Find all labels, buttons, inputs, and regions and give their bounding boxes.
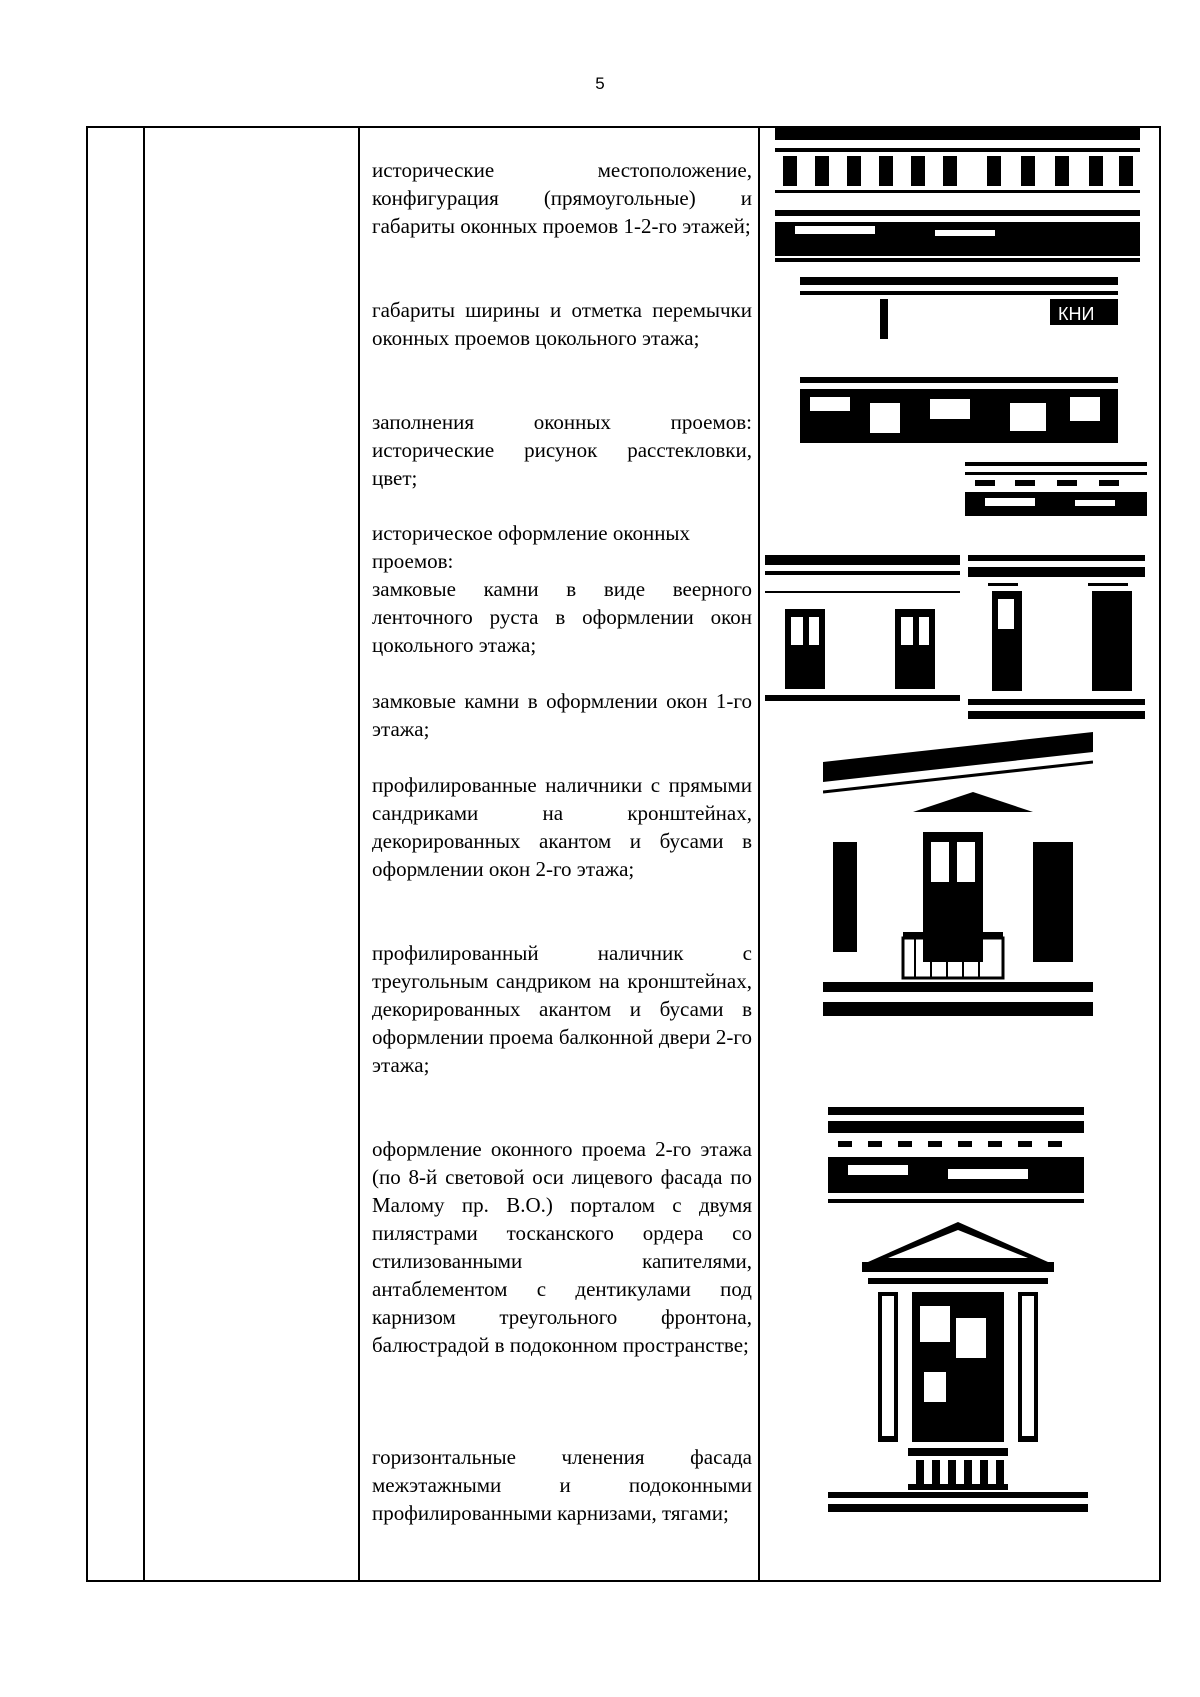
description-paragraph: профилированные наличники с прямыми сандриками на кронштейнах, декорированных акантом и бусами в оформлении окон 2-го этажа; <box>372 773 752 881</box>
facade-photo-cornice <box>828 1107 1084 1207</box>
description-paragraph: габариты ширины и отметка перемычки оконных проемов цокольного этажа; <box>372 298 752 350</box>
description-paragraph: исторические местоположение, конфигурация (прямоугольные) и габариты оконных проемов 1-2-го этажей; <box>372 158 752 238</box>
description-paragraph: замковые камни в оформлении окон 1-го этажа; <box>372 689 752 741</box>
table-column-divider-2 <box>358 128 360 1580</box>
facade-photo-balcony <box>823 732 1093 1024</box>
description-paragraph: горизонтальные членения фасада межэтажными и подоконными профилированными карнизами, тягами; <box>372 1445 752 1525</box>
page-number: 5 <box>595 74 605 93</box>
facade-photo-portal <box>828 1222 1088 1515</box>
facade-photo-windows-row <box>775 126 1140 262</box>
facade-photo-basement-keystones <box>765 555 960 705</box>
description-paragraph: заполнения оконных проемов: исторические рисунок расстекловки, цвет; <box>372 410 752 490</box>
description-paragraph: профилированный наличник с треугольным сандриком на кронштейнах, декорированных акантом и бусами в оформлении проема балконной двери 2-го этажа; <box>372 941 752 1077</box>
description-paragraph: оформление оконного проема 2-го этажа (по 8-й световой оси лицевого фасада по Малому пр. В.О.) порталом с двумя пилястрами тосканского ордера со стилизованными капителями, антаблементом с дентикулами под карнизом треугольного фронтона, балюстрадой в подоконном пространстве; <box>372 1137 752 1357</box>
facade-photo-first-floor-keystones <box>968 555 1145 725</box>
description-paragraph: историческое оформление оконных проемов: <box>372 521 691 573</box>
table-column-divider-3 <box>758 128 760 1580</box>
facade-photo-sash-detail <box>965 456 1147 524</box>
description-paragraph: замковые камни в виде веерного ленточного руста в оформлении окон цокольного этажа; <box>372 577 752 657</box>
table-column-divider-1 <box>143 128 145 1580</box>
facade-photo-ground-floor <box>800 277 1118 443</box>
sign-text: КНИ <box>1058 304 1095 324</box>
